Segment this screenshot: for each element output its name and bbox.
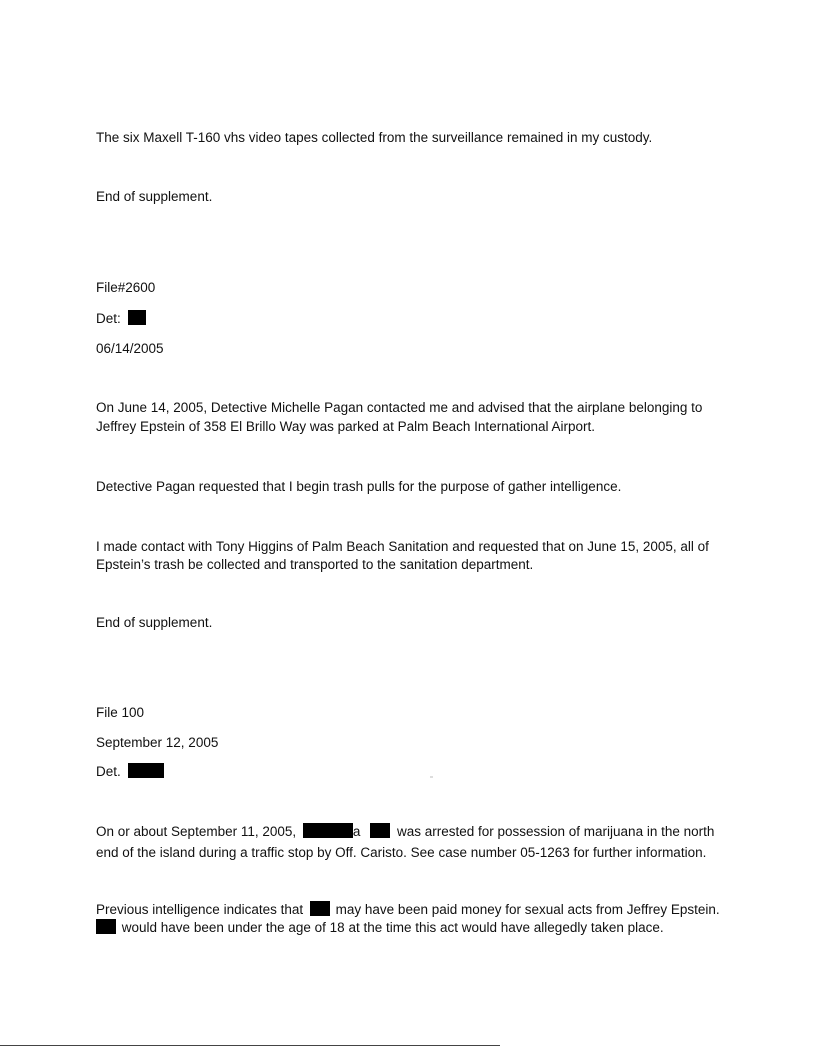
- supplement-date-1: 06/14/2005: [96, 341, 164, 356]
- arrest-paragraph-line-1: [96, 823, 714, 841]
- detective-line-2: [96, 763, 164, 781]
- redaction-box: [370, 823, 390, 838]
- end-of-supplement-2: End of supplement.: [96, 615, 213, 630]
- supplement-date-2: September 12, 2005: [96, 735, 219, 750]
- redaction-box: [128, 310, 146, 325]
- arrest-text-part-3: was arrested for possession of marijuana in the north: [396, 824, 715, 839]
- trash-pulls-request: Detective Pagan requested that I begin trash pulls for the purpose of gather intelligence.: [96, 479, 622, 494]
- arrest-text-part-2: a: [352, 824, 361, 839]
- redaction-box: [303, 823, 353, 838]
- sanitation-paragraph-line-1: I made contact with Tony Higgins of Palm Beach Sanitation and requested that on June 15, 2005, all of: [96, 539, 709, 554]
- end-of-supplement-1: End of supplement.: [96, 189, 213, 204]
- sanitation-paragraph-line-2: Epstein’s trash be collected and transported to the sanitation department.: [96, 557, 534, 572]
- intelligence-paragraph-line-2: [96, 919, 664, 937]
- tapes-custody-text: The six Maxell T-160 vhs video tapes collected from the surveillance remained in my custody.: [96, 130, 653, 145]
- intelligence-text-part-2: may have been paid money for sexual acts from Jeffrey Epstein.: [335, 902, 720, 917]
- redaction-box: [96, 919, 116, 934]
- redaction-box: [128, 763, 164, 778]
- arrest-paragraph-line-2: end of the island during a traffic stop by Off. Caristo. See case number 05-1263 for further information.: [96, 845, 707, 860]
- airplane-paragraph-line-2: Jeffrey Epstein of 358 El Brillo Way was parked at Palm Beach International Airport.: [96, 419, 595, 434]
- airplane-paragraph-line-1: On June 14, 2005, Detective Michelle Pagan contacted me and advised that the airplane belonging to: [96, 400, 703, 415]
- det-label: Det.: [96, 764, 121, 779]
- intelligence-text-part-3: would have been under the age of 18 at the time this act would have allegedly taken place.: [121, 920, 664, 935]
- scan-speck: [430, 776, 433, 778]
- scan-edge-line: [0, 1045, 500, 1046]
- arrest-text-part-1: On or about September 11, 2005,: [96, 824, 297, 839]
- redaction-box: [310, 901, 330, 916]
- intelligence-text-part-1: Previous intelligence indicates that: [96, 902, 304, 917]
- file-number-100: File 100: [96, 705, 145, 720]
- det-label: Det:: [96, 311, 121, 326]
- file-number-2600: File#2600: [96, 280, 156, 295]
- intelligence-paragraph-line-1: [96, 901, 720, 919]
- detective-line-1: [96, 310, 146, 328]
